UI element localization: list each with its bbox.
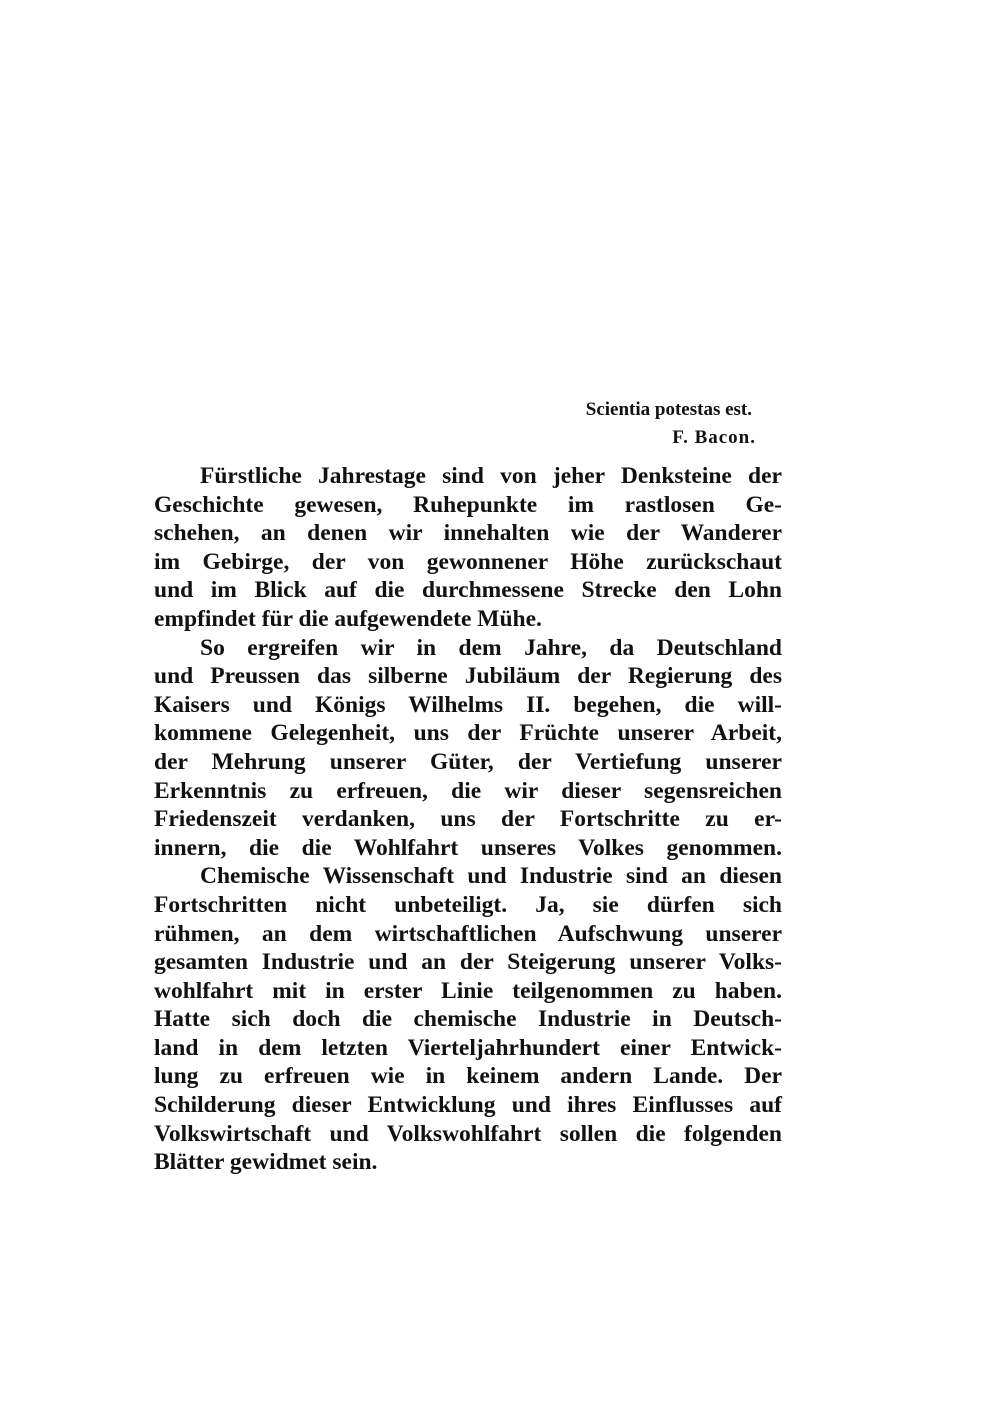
text-line: der Mehrung unserer Güter, der Vertiefung unserer: [154, 748, 782, 775]
text-line: Blätter gewidmet sein.: [154, 1149, 378, 1176]
epigraph-quote: Scientia potestas est.: [585, 399, 752, 420]
text-line: und im Blick auf die durchmessene Strecke den Lohn: [154, 577, 782, 604]
text-line: land in dem letzten Vierteljahrhundert einer Entwick-: [154, 1034, 782, 1061]
text-line: Hatte sich doch die chemische Industrie in Deutsch-: [154, 1006, 782, 1033]
text-line: Chemische Wissenschaft und Industrie sind an diesen: [200, 863, 782, 890]
text-line: innern, die die Wohlfahrt unseres Volkes genommen.: [154, 834, 782, 861]
text-line: Fürstliche Jahrestage sind von jeher Denksteine der: [200, 463, 782, 489]
text-line: rühmen, an dem wirtschaftlichen Aufschwung unserer: [154, 920, 782, 947]
text-line: Friedenszeit verdanken, uns der Fortschritte zu er-: [154, 806, 782, 833]
text-line: Kaisers und Königs Wilhelms II. begehen, die will-: [154, 691, 782, 718]
text-line: empfindet für die aufgewendete Mühe.: [154, 605, 542, 632]
text-line: Volkswirtschaft und Volkswohlfahrt sollen die folgenden: [154, 1120, 782, 1147]
epigraph-author: F. Bacon.: [672, 427, 756, 448]
epigraph: [556, 396, 756, 452]
text-line: So ergreifen wir in dem Jahre, da Deutschland: [200, 634, 782, 661]
text-line: Erkenntnis zu erfreuen, die wir dieser segensreichen: [154, 777, 782, 804]
text-line: Geschichte gewesen, Ruhepunkte im rastlosen Ge-: [154, 491, 782, 518]
text-line: Schilderung dieser Entwicklung und ihres Einflusses auf: [154, 1092, 782, 1119]
text-line: lung zu erfreuen wie in keinem andern Lande. Der: [154, 1063, 782, 1090]
paragraph-2: [154, 634, 782, 863]
paragraph-3: [154, 862, 782, 1177]
text-line: und Preussen das silberne Jubiläum der Regierung des: [154, 663, 782, 690]
text-line: kommene Gelegenheit, uns der Früchte unserer Arbeit,: [154, 720, 782, 747]
text-line: Fortschritten nicht unbeteiligt. Ja, sie dürfen sich: [154, 891, 782, 918]
text-line: schehen, an denen wir innehalten wie der Wanderer: [154, 520, 782, 547]
body-text: [154, 462, 782, 1177]
text-line: im Gebirge, der von gewonnener Höhe zurückschaut: [154, 548, 782, 575]
text-line: wohlfahrt mit in erster Linie teilgenommen zu haben.: [154, 977, 782, 1004]
text-line: gesamten Industrie und an der Steigerung unserer Volks-: [154, 949, 782, 976]
paragraph-1: [154, 462, 782, 634]
